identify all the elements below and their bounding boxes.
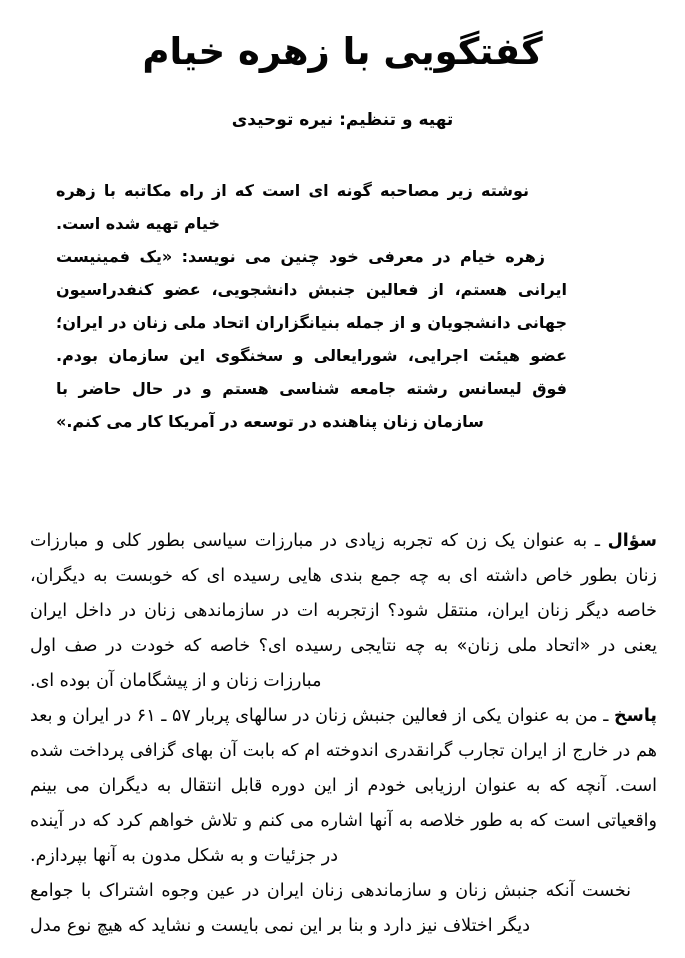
answer-paragraph [30,699,657,874]
answer-text: من به عنوان یکی از فعالین جنبش زنان در سالهای پربار ۵۷ ـ ۶۱ در ایران و بعد هم در خارج از ایران تجارب گرانقدری اندوخته ام که بابت آن بهای گزافی پرداخت شده است. آنچه که به عنوان ارزیابی خودم از این دوره قابل انتقال به دیگران می بینم واقعیاتی است که به طور خلاصه به آنها اشاره می کنم و تلاش خواهم کرد که در آینده در جزئیات و به شکل مدون به آنها بپردازم. [30,706,657,866]
page-title: گفتگویی با زهره خیام [142,30,543,73]
intro-section [56,174,567,438]
question-text: به عنوان یک زن که تجربه زیادی در مبارزات سیاسی بطور کلی و مبارزات زنان بطور خاص داشته ای به چه جمع بندی هایی رسیده ای که خوبست به دیگران، خاصه دیگر زنان ایران، منتقل شود؟ ازتجربه ات در سازماندهی زنان در داخل ایران یعنی در «اتحاد ملی زنان» به چه نتایجی رسیده ای؟ خاصه که خودت در صف اول مبارزات زنان و از پیشگامان آن بوده ای. [30,531,657,691]
answer-separator: ـ [597,706,615,726]
question-separator: ـ [587,531,608,551]
question-paragraph [30,524,657,699]
answer-label: پاسخ [614,706,657,726]
interview-body [30,524,657,944]
intro-paragraph-1: نوشته زیر مصاحبه گونه ای است که از راه مکاتبه با زهره خیام تهیه شده است. [56,181,529,233]
question-label: سؤال [607,531,657,551]
intro-paragraph-2: زهره خیام در معرفی خود چنین می نویسد: «یک فمینیست ایرانی هستم، از فعالین جنبش دانشجویی، عضو کنفدراسیون جهانی دانشجویان و از جمله بنیانگزاران اتحاد ملی زنان در ایران؛ عضو هیئت اجرایی، شورایعالی و سخنگوی این سازمان بودم. فوق لیسانس رشته جامعه شناسی هستم و در حال حاضر با سازمان زنان پناهنده در توسعه در آمریکا کار می کنم.» [56,247,567,431]
byline: تهیه و تنظیم: نیره توحیدی [231,110,454,130]
closing-paragraph: نخست آنکه جنبش زنان و سازماندهی زنان ایران در عین وجوه اشتراک با جوامع دیگر اختلاف نیز دارد و بنا بر این نمی بایست و نشاید که هیچ نوع مدل [30,881,631,936]
